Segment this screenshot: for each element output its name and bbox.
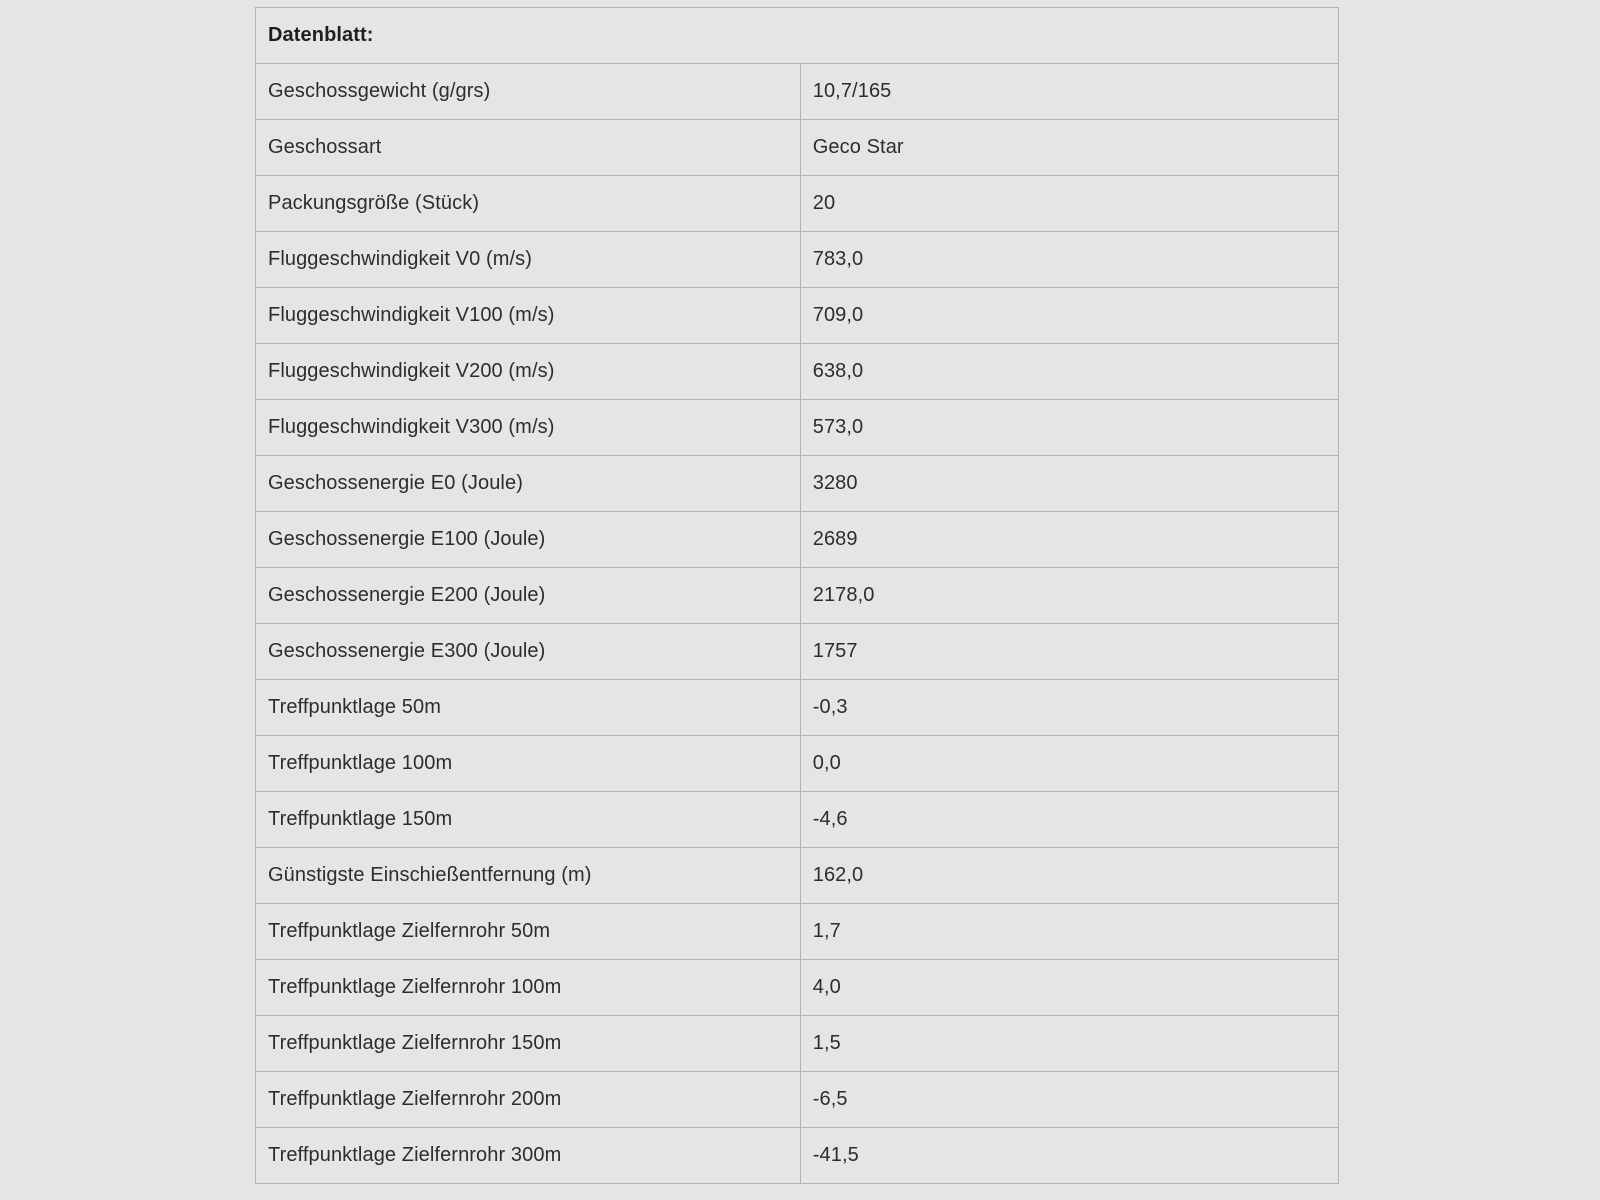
row-value: 3280 xyxy=(800,456,1338,512)
row-value: 10,7/165 xyxy=(800,64,1338,120)
datasheet-container xyxy=(255,7,1339,1184)
row-value: 709,0 xyxy=(800,288,1338,344)
table-row xyxy=(256,1016,1339,1072)
row-label: Treffpunktlage 150m xyxy=(256,792,801,848)
row-value: 4,0 xyxy=(800,960,1338,1016)
row-label: Treffpunktlage Zielfernrohr 100m xyxy=(256,960,801,1016)
table-row xyxy=(256,792,1339,848)
datasheet-header-row xyxy=(256,8,1339,64)
table-row xyxy=(256,176,1339,232)
table-row xyxy=(256,64,1339,120)
table-row xyxy=(256,512,1339,568)
row-label: Fluggeschwindigkeit V0 (m/s) xyxy=(256,232,801,288)
row-label: Treffpunktlage Zielfernrohr 200m xyxy=(256,1072,801,1128)
row-value: 783,0 xyxy=(800,232,1338,288)
datasheet-body xyxy=(256,64,1339,1184)
table-row xyxy=(256,568,1339,624)
table-row xyxy=(256,624,1339,680)
row-label: Treffpunktlage 100m xyxy=(256,736,801,792)
row-label: Packungsgröße (Stück) xyxy=(256,176,801,232)
row-label: Geschossenergie E300 (Joule) xyxy=(256,624,801,680)
table-row xyxy=(256,400,1339,456)
row-value: -0,3 xyxy=(800,680,1338,736)
row-label: Fluggeschwindigkeit V100 (m/s) xyxy=(256,288,801,344)
table-row xyxy=(256,120,1339,176)
row-value: -6,5 xyxy=(800,1072,1338,1128)
row-label: Fluggeschwindigkeit V300 (m/s) xyxy=(256,400,801,456)
table-row xyxy=(256,1072,1339,1128)
row-label: Treffpunktlage 50m xyxy=(256,680,801,736)
table-row xyxy=(256,848,1339,904)
row-value: Geco Star xyxy=(800,120,1338,176)
row-value: 573,0 xyxy=(800,400,1338,456)
row-value: 2178,0 xyxy=(800,568,1338,624)
row-label: Treffpunktlage Zielfernrohr 50m xyxy=(256,904,801,960)
table-row xyxy=(256,680,1339,736)
row-label: Geschossenergie E200 (Joule) xyxy=(256,568,801,624)
table-row xyxy=(256,960,1339,1016)
table-row xyxy=(256,232,1339,288)
row-value: 162,0 xyxy=(800,848,1338,904)
table-row xyxy=(256,904,1339,960)
row-label: Treffpunktlage Zielfernrohr 300m xyxy=(256,1128,801,1184)
datasheet-table xyxy=(255,7,1339,1184)
row-value: -41,5 xyxy=(800,1128,1338,1184)
table-row xyxy=(256,344,1339,400)
row-value: 0,0 xyxy=(800,736,1338,792)
row-label: Treffpunktlage Zielfernrohr 150m xyxy=(256,1016,801,1072)
row-label: Geschossart xyxy=(256,120,801,176)
row-value: 20 xyxy=(800,176,1338,232)
row-value: -4,6 xyxy=(800,792,1338,848)
table-row xyxy=(256,736,1339,792)
row-value: 1757 xyxy=(800,624,1338,680)
row-value: 638,0 xyxy=(800,344,1338,400)
table-row xyxy=(256,288,1339,344)
table-row xyxy=(256,1128,1339,1184)
row-value: 2689 xyxy=(800,512,1338,568)
row-label: Geschossgewicht (g/grs) xyxy=(256,64,801,120)
row-value: 1,7 xyxy=(800,904,1338,960)
datasheet-title: Datenblatt: xyxy=(256,8,1339,64)
row-label: Geschossenergie E0 (Joule) xyxy=(256,456,801,512)
row-label: Geschossenergie E100 (Joule) xyxy=(256,512,801,568)
table-row xyxy=(256,456,1339,512)
row-label: Günstigste Einschießentfernung (m) xyxy=(256,848,801,904)
row-label: Fluggeschwindigkeit V200 (m/s) xyxy=(256,344,801,400)
row-value: 1,5 xyxy=(800,1016,1338,1072)
